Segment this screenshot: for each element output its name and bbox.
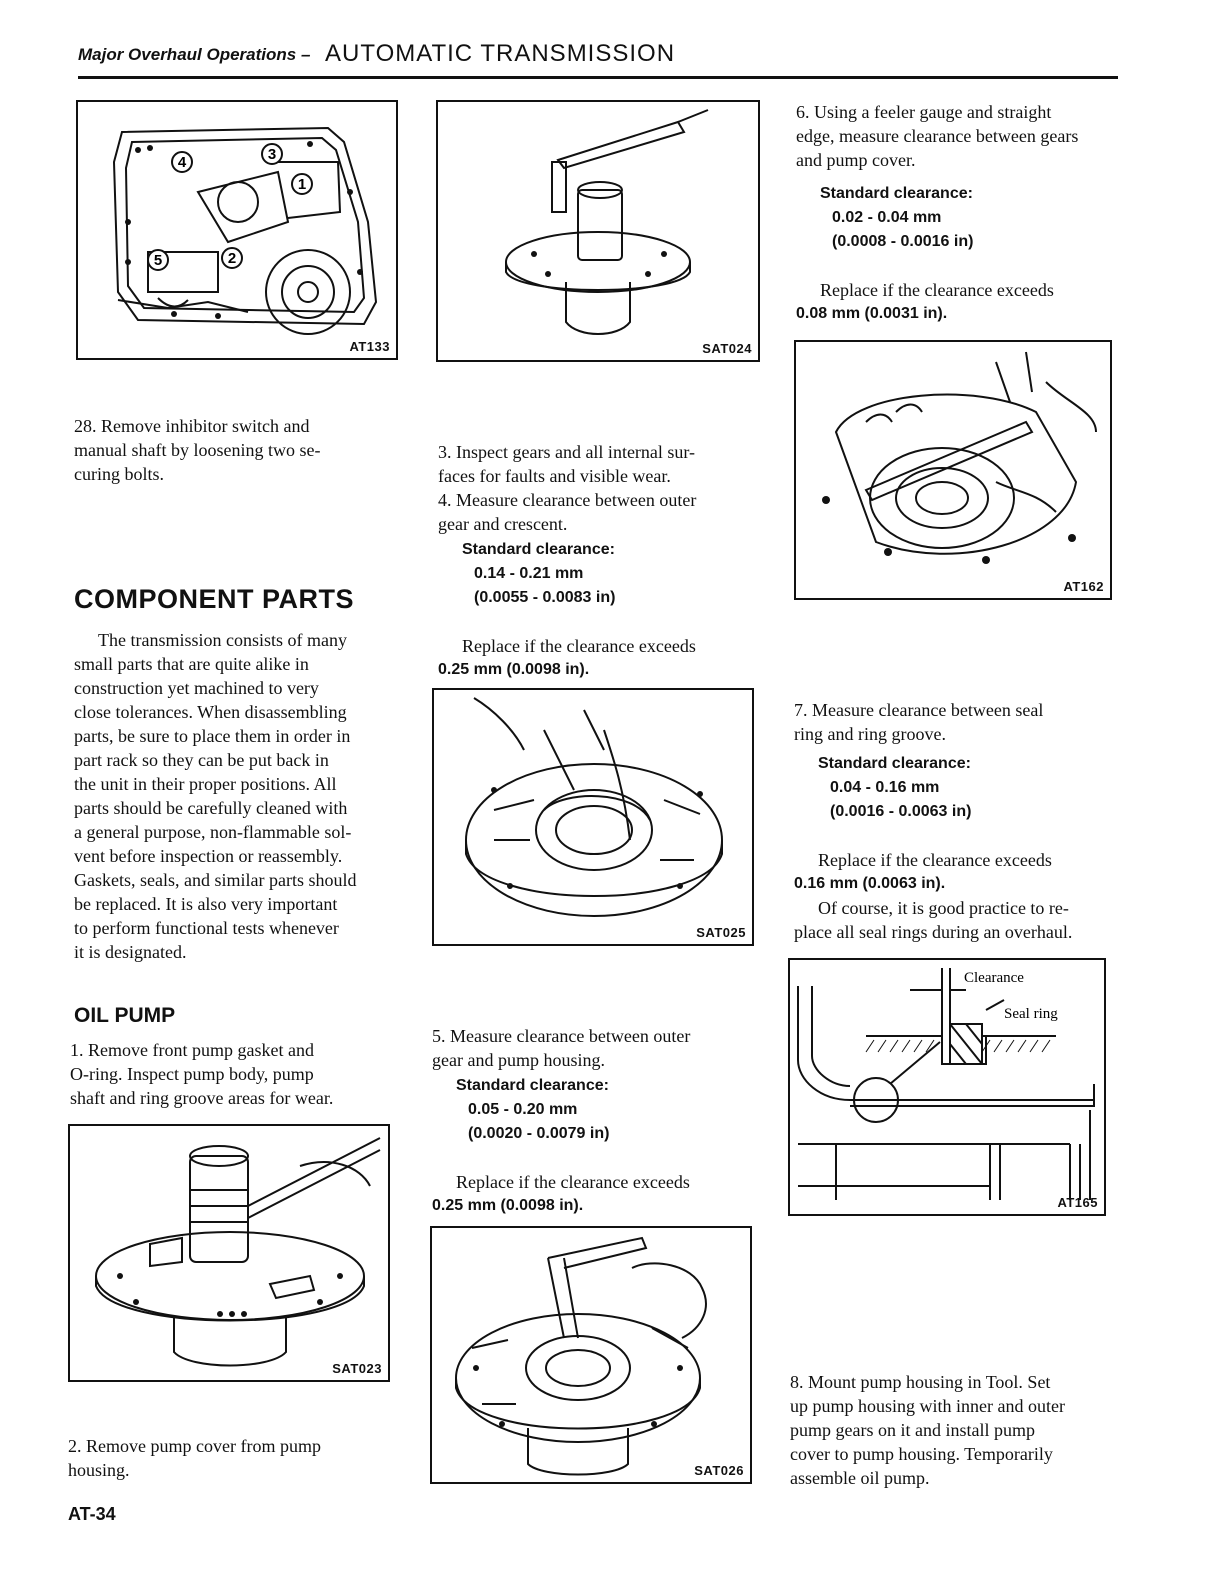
callout-4: 4 <box>177 154 187 171</box>
step3-text: 3. Inspect gears and all internal sur- faces for faults and visible wear. <box>438 442 696 486</box>
clearance-label: Clearance <box>964 970 1024 986</box>
figure-label-at165: AT165 <box>1057 1195 1098 1210</box>
figure-at133 <box>76 100 398 360</box>
figure-sat023 <box>68 1124 390 1382</box>
oil-pump-step1: 1. Remove front pump gasket and O-ring. Inspect pump body, pump shaft and ring groove areas for wear. <box>70 1040 334 1108</box>
pump-housing-feeler-illustration <box>432 1228 750 1482</box>
figure-label-sat024: SAT024 <box>702 341 752 356</box>
pump-body-inspection-illustration <box>70 1126 388 1380</box>
step7-replace: Replace if the clearance exceeds 0.16 mm (0.0063 in). Of course, it is good practice to re- place all seal rings during an overhaul. <box>794 850 1073 942</box>
step6-text: 6. Using a feeler gauge and straight edge, measure clearance between gears and pump cover. <box>796 102 1079 170</box>
component-parts-text: The transmission consists of many small parts that are quite alike in construction yet machined to very close tolerances. When disassembling parts, be sure to place them in order in part rack so they can be put back in the unit in their proper positions. All parts should be carefully cleaned with a general purpose, non-flammable sol- vent before inspection or reassembly. Gaskets, seals, and similar parts should be replaced. It is also very important to perform functional tests whenever it is designated. <box>74 630 357 962</box>
step5-spec: Standard clearance: 0.05 - 0.20 mm (0.0020 - 0.0079 in) <box>456 1077 610 1142</box>
figure-label-sat023: SAT023 <box>332 1361 382 1376</box>
step5-text: 5. Measure clearance between outer gear and pump housing. <box>432 1026 691 1070</box>
figure-label-sat025: SAT025 <box>696 925 746 940</box>
valve-body-illustration <box>78 102 396 358</box>
header-rule <box>78 76 1118 79</box>
figure-sat026 <box>430 1226 752 1484</box>
step5-replace: Replace if the clearance exceeds 0.25 mm (0.0098 in). <box>432 1172 690 1214</box>
callout-2: 2 <box>227 250 237 267</box>
step4-spec: Standard clearance: 0.14 - 0.21 mm (0.0055 - 0.0083 in) <box>462 541 616 606</box>
figure-at165 <box>788 958 1106 1216</box>
figure-sat024 <box>436 100 760 362</box>
callout-5: 5 <box>153 252 163 269</box>
figure-label-at162: AT162 <box>1063 579 1104 594</box>
pump-wrench-illustration <box>438 102 758 360</box>
step4-replace: Replace if the clearance exceeds 0.25 mm (0.0098 in). <box>438 636 696 678</box>
header-section: Major Overhaul Operations – <box>78 45 311 64</box>
oil-pump-step2: 2. Remove pump cover from pump housing. <box>68 1436 321 1480</box>
figure-sat025 <box>432 688 754 946</box>
seal-ring-label: Seal ring <box>1004 1006 1058 1022</box>
step7-text: 7. Measure clearance between seal ring and ring groove. <box>794 700 1044 744</box>
step6-spec: Standard clearance: 0.02 - 0.04 mm (0.0008 - 0.0016 in) <box>820 185 974 250</box>
callout-1: 1 <box>297 176 307 193</box>
header-title: AUTOMATIC TRANSMISSION <box>325 40 676 67</box>
step8-text: 8. Mount pump housing in Tool. Set up pump housing with inner and outer pump gears on it and install pump cover to pump housing. Temporarily assemble oil pump. <box>790 1372 1065 1488</box>
seal-ring-clearance-diagram <box>790 960 1104 1214</box>
feeler-gauge-illustration <box>796 342 1110 598</box>
page-number: AT-34 <box>68 1504 116 1524</box>
figure-label-sat026: SAT026 <box>694 1463 744 1478</box>
step28-text: 28. Remove inhibitor switch and manual shaft by loosening two se- curing bolts. <box>74 416 321 484</box>
step4-text: 4. Measure clearance between outer gear and crescent. <box>438 490 697 534</box>
component-parts-heading: COMPONENT PARTS <box>74 584 355 614</box>
pump-cover-crescent-illustration <box>434 690 752 944</box>
callout-3: 3 <box>267 146 277 163</box>
page-header <box>78 38 1118 78</box>
figure-label-at133: AT133 <box>349 339 390 354</box>
step6-replace: Replace if the clearance exceeds 0.08 mm (0.0031 in). <box>796 280 1054 322</box>
step7-spec: Standard clearance: 0.04 - 0.16 mm (0.0016 - 0.0063 in) <box>818 755 972 820</box>
figure-at162 <box>794 340 1112 600</box>
oil-pump-heading: OIL PUMP <box>74 1004 176 1027</box>
